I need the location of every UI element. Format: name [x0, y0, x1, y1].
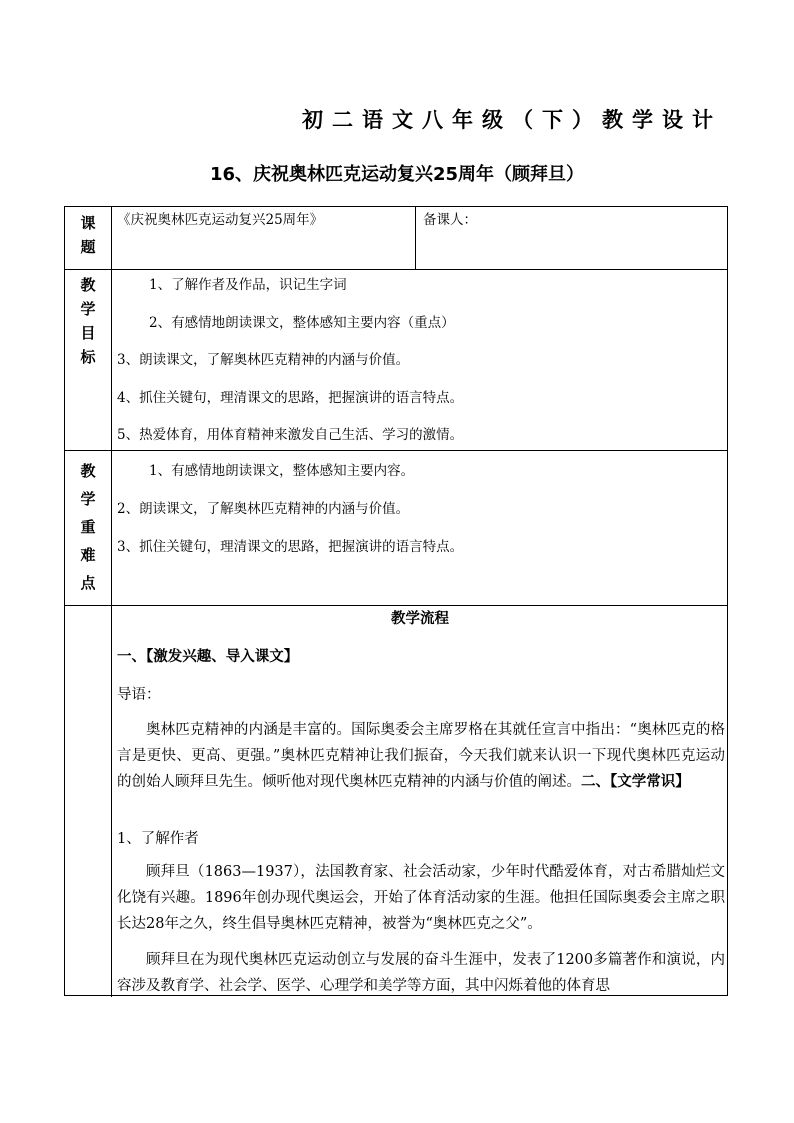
- key-point-item: 3、抓住关键句，理清课文的思路，把握演讲的语言特点。: [117, 539, 464, 555]
- process-heading: 教学流程: [391, 611, 449, 627]
- key-point-item: 1、有感情地朗读课文，整体感知主要内容。: [149, 463, 415, 479]
- preparer-label: 备课人：: [423, 212, 477, 228]
- course-title: 《庆祝奥林匹克运动复兴25周年》: [117, 212, 324, 228]
- objective-item: 3、朗读课文，了解奥林匹克精神的内涵与价值。: [117, 352, 410, 368]
- row-divider: [65, 269, 727, 270]
- lesson-plan-table: [64, 206, 728, 996]
- row-divider: [65, 605, 727, 606]
- row1-divider: [415, 207, 416, 269]
- label-course: 课 题: [80, 214, 96, 256]
- section-heading: 一、【激发兴趣、导入课文】: [117, 649, 299, 665]
- label-key-points: 教 学 重 难 点: [80, 462, 96, 592]
- objective-item: 5、热爱体育，用体育精神来激发自己生活、学习的激情。: [117, 427, 464, 443]
- subsection-heading: 1、了解作者: [117, 831, 199, 847]
- key-point-item: 2、朗读课文，了解奥林匹克精神的内涵与价值。: [117, 501, 410, 517]
- works-paragraph: 顾拜旦在为现代奥林匹克运动创立与发展的奋斗生涯中，发表了1200多篇著作和演说，内容涉及教育学、社会学、医学、心理学和美学等方面，其中闪烁着他的体育思: [117, 952, 725, 994]
- intro-paragraph: 奥林匹克精神的内涵是丰富的。国际奥委会主席罗格在其就任宣言中指出：“奥林匹克的格言是更快、更高、更强。”奥林匹克精神让我们振奋，今天我们就来认识一下现代奥林匹克运动的创始人顾拜旦先生。倾听他对现代奥林匹克精神的内涵与价值的阐述。二、【文学常识】: [117, 722, 725, 790]
- objective-item: 4、抓住关键句，理清课文的思路，把握演讲的语言特点。: [117, 390, 464, 406]
- label-objectives: 教 学 目 标: [80, 276, 96, 366]
- objective-item: 1、了解作者及作品，识记生字词: [149, 277, 347, 293]
- page-title: 初二语文八年级（下）教学设计: [302, 108, 722, 132]
- author-bio-paragraph: 顾拜旦（1863—1937），法国教育家、社会活动家，少年时代酷爱体育，对古希腊灿烂文化饶有兴趣。1896年创办现代奥运会，开始了体育活动家的生涯。他担任国际奥委会主席之职长达28年之久，终生倡导奥林匹克精神，被誉为“奥林匹克之父”。: [117, 864, 725, 932]
- intro-label: 导语：: [117, 687, 161, 703]
- label-column-divider: [111, 207, 112, 997]
- section-heading: 二、【文学常识】: [581, 774, 690, 790]
- row-divider: [65, 450, 727, 451]
- objective-item: 2、有感情地朗读课文，整体感知主要内容（重点）: [149, 315, 455, 331]
- lesson-title: 16、庆祝奥林匹克运动复兴25周年（顾拜旦）: [209, 164, 585, 185]
